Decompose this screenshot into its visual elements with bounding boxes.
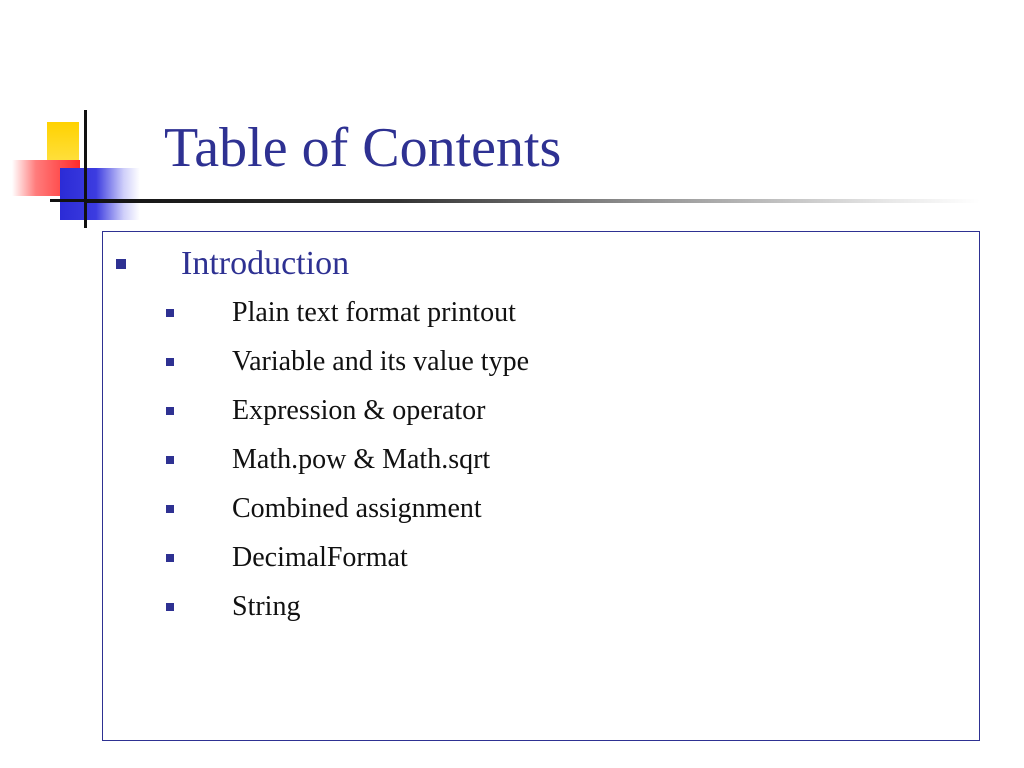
- toc-sub-item-label: Math.pow & Math.sqrt: [232, 444, 491, 475]
- toc-sub-item-label: String: [232, 591, 301, 622]
- toc-sub-item: [103, 539, 963, 588]
- decorative-square-logo-icon: [0, 0, 160, 240]
- square-bullet-icon: [166, 407, 174, 415]
- square-bullet-icon: [166, 358, 174, 366]
- toc-sub-item: [103, 392, 963, 441]
- square-bullet-icon: [166, 309, 174, 317]
- square-bullet-icon: [166, 554, 174, 562]
- toc-main-item-label: Introduction: [181, 245, 350, 282]
- toc-sub-item-label: Expression & operator: [232, 395, 486, 426]
- square-bullet-icon: [166, 505, 174, 513]
- square-bullet-icon: [166, 456, 174, 464]
- toc-sub-item: [103, 490, 963, 539]
- toc-sub-item-label: Combined assignment: [232, 493, 482, 524]
- square-bullet-icon: [116, 259, 126, 269]
- logo-blue-square: [60, 168, 140, 220]
- toc-sub-item-label: Plain text format printout: [232, 297, 516, 328]
- content-frame: [102, 231, 980, 741]
- slide-title: Table of Contents: [164, 117, 562, 179]
- square-bullet-icon: [166, 603, 174, 611]
- title-underline-rule: [84, 199, 980, 203]
- toc-sub-item: [103, 441, 963, 490]
- toc-sub-item-label: Variable and its value type: [232, 346, 530, 377]
- toc-sub-item: [103, 294, 963, 343]
- toc-sub-item: [103, 588, 963, 637]
- toc-sub-item: [103, 343, 963, 392]
- toc-sub-list: [103, 294, 963, 637]
- logo-vertical-line: [84, 110, 87, 228]
- toc-sub-item-label: DecimalFormat: [232, 542, 408, 573]
